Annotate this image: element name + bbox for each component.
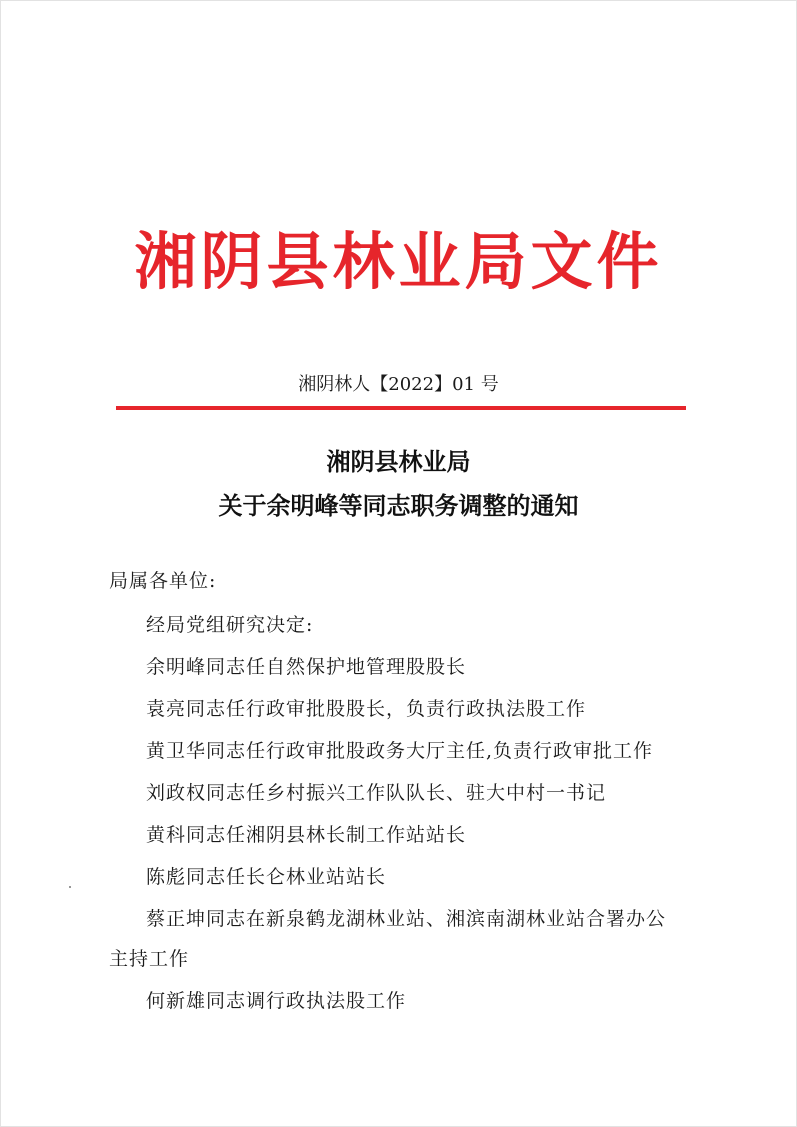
appointment-item: 何新雄同志调行政执法股工作 [146,990,407,1012]
red-divider-line [116,406,686,410]
appointment-item: 陈彪同志任长仑林业站站长 [146,866,387,888]
appointment-item: 袁亮同志任行政审批股股长，负责行政执法股工作 [146,698,587,720]
scan-speck [69,886,71,888]
red-header-title: 湘阴县林业局文件 [134,225,663,298]
salutation: 局属各单位: [109,570,217,592]
appointment-item-continuation: 主持工作 [109,948,190,970]
appointment-item: 余明峰同志任自然保护地管理股股长 [146,656,467,678]
document-number: 湘阴林人【2022】01 号 [298,374,499,395]
appointment-item: 黄科同志任湘阴县林长制工作站站长 [146,824,467,846]
notice-title-line-1: 湘阴县林业局 [326,448,471,476]
intro-paragraph: 经局党组研究决定: [146,614,314,636]
appointment-item: 蔡正坤同志在新泉鹤龙湖林业站、湘滨南湖林业站合署办公 [146,908,667,930]
appointment-item: 黄卫华同志任行政审批股政务大厅主任,负责行政审批工作 [146,740,654,762]
notice-title-line-2: 关于余明峰等同志职务调整的通知 [218,492,579,520]
appointment-item: 刘政权同志任乡村振兴工作队队长、驻大中村一书记 [146,782,607,804]
